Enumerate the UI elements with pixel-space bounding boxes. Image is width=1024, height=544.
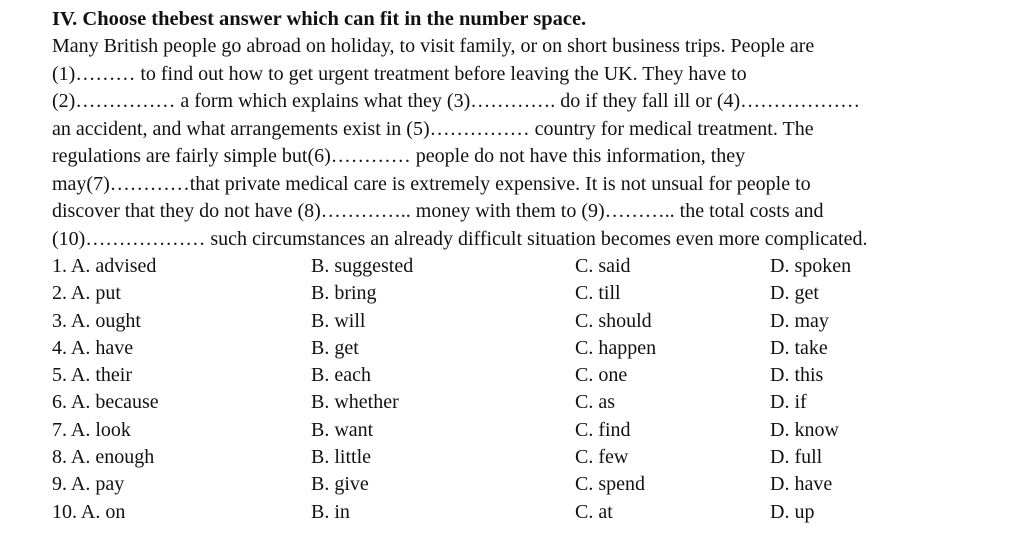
option-c: C. find — [575, 418, 631, 441]
passage-line: (2)…………… a form which explains what they (3)…………. do if they fall ill or (4)……………… — [52, 90, 861, 112]
option-c: C. one — [575, 364, 628, 387]
option-b: B. suggested — [311, 255, 414, 277]
option-c: C. till — [575, 282, 621, 305]
option-b: B. whether — [311, 391, 399, 414]
option-a: 8. A. enough — [52, 446, 155, 469]
option-d: D. get — [770, 282, 819, 305]
question-row — [52, 280, 1018, 307]
option-a: 3. A. ought — [52, 309, 141, 332]
option-b: B. little — [311, 446, 371, 469]
question-row — [52, 471, 1018, 498]
passage-line: regulations are fairly simple but(6)………… people do not have this information, they — [52, 145, 746, 167]
option-c: C. few — [575, 446, 629, 469]
option-b: B. will — [311, 309, 366, 332]
question-row — [52, 362, 1018, 389]
question-row — [52, 417, 1018, 444]
exercise-heading: IV. Choose thebest answer which can fit in the number space. — [52, 8, 587, 30]
option-b: B. give — [311, 473, 369, 496]
question-row — [52, 499, 1018, 526]
option-d: D. take — [770, 336, 828, 359]
question-row — [52, 253, 1018, 280]
passage-line: discover that they do not have (8)………….. money with them to (9)……….. the total costs and — [52, 200, 824, 222]
option-b: B. each — [311, 364, 371, 387]
passage-line: (10)……………… such circumstances an already difficult situation becomes even more complicated. — [52, 227, 868, 250]
option-d: D. know — [770, 418, 839, 441]
option-a: 6. A. because — [52, 391, 159, 414]
question-row — [52, 389, 1018, 416]
option-b: B. want — [311, 418, 374, 441]
option-d: D. up — [770, 500, 815, 523]
option-b: B. get — [311, 336, 359, 359]
option-d: D. spoken — [770, 255, 852, 277]
option-a: 10. A. on — [52, 500, 126, 523]
option-a: 9. A. pay — [52, 473, 125, 496]
passage-line: may(7)…………that private medical care is extremely expensive. It is not unsual for people to — [52, 172, 811, 195]
option-d: D. this — [770, 364, 824, 387]
option-c: C. at — [575, 500, 613, 523]
option-c: C. should — [575, 309, 652, 332]
option-b: B. bring — [311, 282, 377, 305]
exercise-page — [52, 6, 1018, 526]
option-a: 4. A. have — [52, 336, 134, 359]
question-row — [52, 444, 1018, 471]
option-d: D. if — [770, 391, 807, 414]
passage-line: an accident, and what arrangements exist in (5)…………… country for medical treatment. The — [52, 117, 814, 140]
option-b: B. in — [311, 500, 350, 523]
question-row — [52, 335, 1018, 362]
option-a: 5. A. their — [52, 364, 132, 387]
passage — [52, 33, 1018, 253]
option-a: 1. A. advised — [52, 255, 157, 277]
option-d: D. full — [770, 446, 823, 469]
option-a: 2. A. put — [52, 282, 121, 305]
answer-options — [52, 253, 1018, 526]
option-d: D. may — [770, 309, 829, 332]
option-c: C. said — [575, 255, 631, 277]
option-c: C. spend — [575, 473, 645, 496]
option-a: 7. A. look — [52, 418, 131, 441]
option-c: C. as — [575, 391, 615, 414]
question-row — [52, 308, 1018, 335]
option-c: C. happen — [575, 336, 657, 359]
option-d: D. have — [770, 473, 833, 496]
passage-line: Many British people go abroad on holiday, to visit family, or on short business trips. People are — [52, 35, 815, 57]
passage-line: (1)……… to find out how to get urgent treatment before leaving the UK. They have to — [52, 62, 747, 85]
